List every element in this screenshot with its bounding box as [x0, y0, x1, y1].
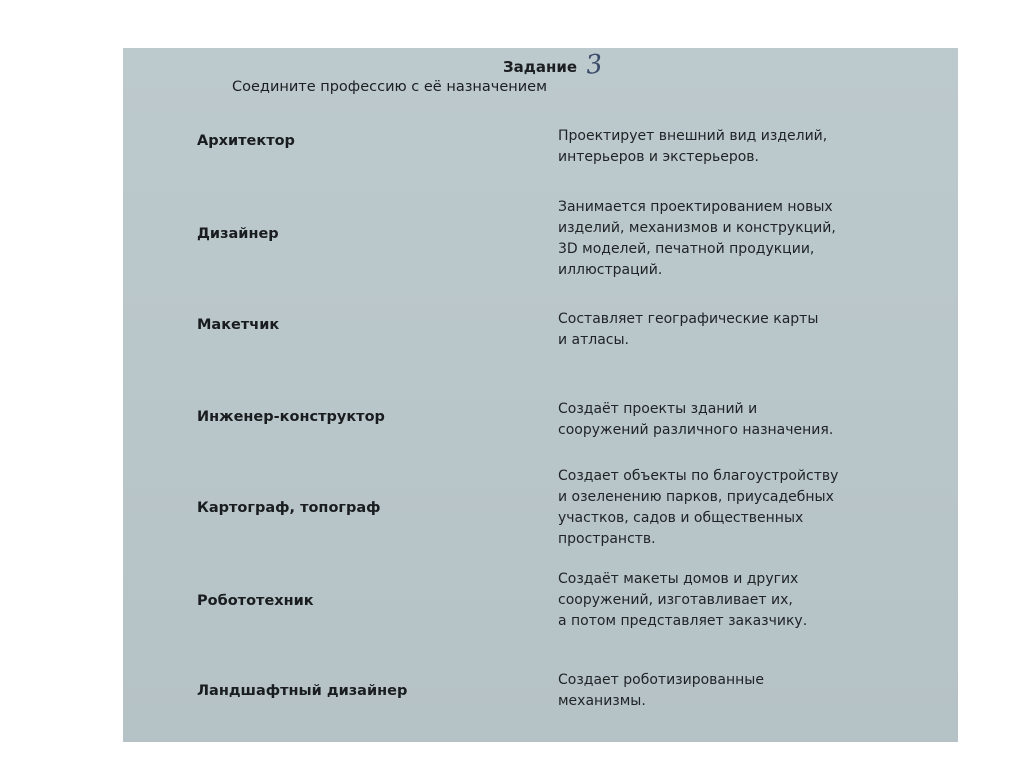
- worksheet-photo: [123, 48, 958, 742]
- purpose-line: сооружений, изготавливает их,: [558, 592, 793, 608]
- task-instruction: Соедините профессию с её назначением: [232, 79, 548, 95]
- purpose-line: Занимается проектированием новых: [558, 199, 833, 215]
- purpose-line: и озеленению парков, приусадебных: [558, 489, 834, 505]
- profession-roboticist: Робототехник: [197, 593, 314, 609]
- purpose-item: [558, 670, 898, 712]
- purpose-line: механизмы.: [558, 693, 646, 709]
- purpose-line: участков, садов и общественных: [558, 510, 804, 526]
- profession-architect: Архитектор: [197, 133, 295, 149]
- purpose-line: Создаёт проекты зданий и: [558, 401, 758, 417]
- profession-design-engineer: Инженер-конструктор: [197, 409, 385, 425]
- purpose-line: и атласы.: [558, 332, 630, 348]
- purpose-item: [558, 399, 898, 441]
- purpose-line: Создает объекты по благоустройству: [558, 468, 839, 484]
- profession-model-maker: Макетчик: [197, 317, 280, 333]
- purpose-line: интерьеров и экстерьеров.: [558, 149, 759, 165]
- purpose-item: [558, 197, 898, 281]
- purpose-line: а потом представляет заказчику.: [558, 613, 808, 629]
- purpose-line: сооружений различного назначения.: [558, 422, 834, 438]
- purpose-item: [558, 309, 898, 351]
- purpose-line: Создает роботизированные: [558, 672, 764, 688]
- profession-cartographer: Картограф, топограф: [197, 500, 381, 516]
- purpose-line: иллюстраций.: [558, 262, 663, 278]
- purpose-item: [558, 569, 898, 632]
- purpose-line: 3D моделей, печатной продукции,: [558, 241, 815, 257]
- task-number-handwritten: 3: [584, 49, 605, 81]
- purpose-line: изделий, механизмов и конструкций,: [558, 220, 836, 236]
- purpose-line: Составляет географические карты: [558, 311, 819, 327]
- purpose-line: Проектирует внешний вид изделий,: [558, 128, 828, 144]
- task-title: Задание: [503, 58, 578, 76]
- profession-designer: Дизайнер: [197, 226, 279, 242]
- purpose-item: [558, 126, 898, 168]
- purpose-line: Создаёт макеты домов и других: [558, 571, 799, 587]
- purpose-item: [558, 466, 898, 550]
- profession-landscape-designer: Ландшафтный дизайнер: [197, 683, 408, 699]
- purpose-line: пространств.: [558, 531, 656, 547]
